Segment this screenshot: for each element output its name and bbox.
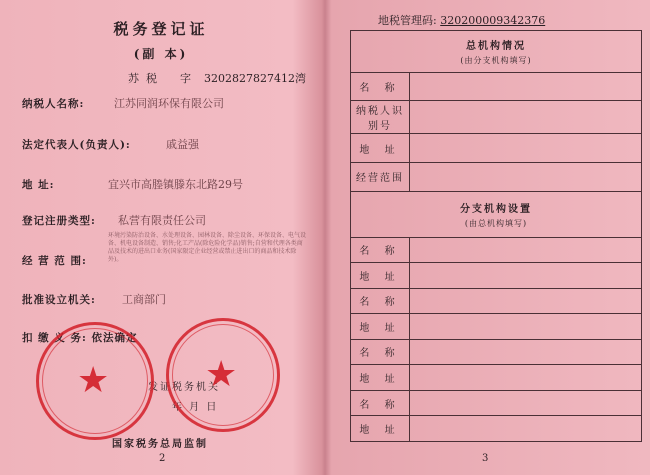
cert-prefix: 苏 [128,72,139,85]
address-label: 地 址: [22,179,55,191]
branch-section-header [351,191,642,237]
branch-note: (由总机构填写) [464,218,528,228]
page-number-left: 2 [159,453,166,464]
certificate-subtitle: (副 本) [133,47,189,61]
hq-row-label: 地 址 [351,134,410,163]
registration-type-value: 私营有限责任公司 [118,214,206,227]
branch-row-value [410,314,642,340]
taxpayer-name-label: 纳税人名称: [22,98,85,110]
branch-row-value [410,339,642,365]
branch-row-label: 名 称 [351,390,410,416]
branch-row-label: 名 称 [351,288,410,314]
local-tax-code-value: 320200009342376 [440,14,546,27]
hq-row-value [410,134,642,163]
local-tax-bureau-seal [36,322,154,440]
hq-row-label: 名 称 [351,72,410,101]
approval-authority-label: 批准设立机关: [22,294,96,306]
issue-date: 年 月 日 [172,402,219,413]
certificate-title: 税务登记证 [113,20,209,38]
right-page [328,0,650,475]
hq-row-value [410,72,642,101]
hq-note: (由分支机构填写) [460,55,532,65]
branch-row-value [410,390,642,416]
hq-row-label: 纳税人识别号 [351,101,410,134]
branch-row-label: 地 址 [351,416,410,442]
cert-mid: 税 [146,72,157,85]
cert-suffix: 字 [180,72,191,85]
hq-title: 总机构情况 [466,40,526,52]
hq-row-value [410,101,642,134]
local-tax-code-label: 地税管理码: [378,14,437,27]
institution-table [350,30,642,442]
hq-row-label: 经营范围 [351,162,410,191]
address-value: 宜兴市高塍镇滕东北路29号 [108,178,243,191]
left-page [0,0,322,475]
taxpayer-name-value: 江苏同润环保有限公司 [114,97,224,110]
branch-row-label: 地 址 [351,263,410,289]
cert-number: 320282782741​2湾 [204,72,306,85]
local-tax-code [378,12,545,28]
hq-section-header [351,31,642,73]
star-icon: ★ [77,360,110,401]
state-tax-bureau-seal [166,318,280,432]
branch-row-value [410,263,642,289]
page-number-right: 3 [482,453,489,464]
hq-row-value [410,162,642,191]
registration-type-label: 登记注册类型: [22,215,96,227]
business-scope-label: 经 营 范 围: [22,255,87,267]
branch-row-label: 名 称 [351,339,410,365]
legal-rep-label: 法定代表人(负责人): [22,139,131,151]
withholding-label: 扣 缴 义 务: 依法确定 [22,332,138,344]
business-scope-text: 环境污染防治设备、水处理设备、园林设备、除尘设备、环保设备、电气设备、机电设备制造、销售;化工产品(除危险化学品)销售;自营和代理各类商品及技术的进出口业务(国家限定企业经营或禁止进出口的商品和技术除外)。 [108,232,307,263]
approval-authority-value: 工商部门 [122,293,166,306]
legal-rep-value: 戚益强 [166,138,199,151]
branch-row-label: 名 称 [351,237,410,263]
branch-title: 分支机构设置 [460,203,532,215]
branch-row-label: 地 址 [351,314,410,340]
branch-row-value [410,288,642,314]
star-icon: ★ [205,354,238,395]
branch-row-value [410,237,642,263]
issuer-label: 发证税务机关 [148,382,220,393]
branch-row-label: 地 址 [351,365,410,391]
supervisor-footer: 国家税务总局监制 [112,439,208,450]
branch-row-value [410,365,642,391]
branch-row-value [410,416,642,442]
